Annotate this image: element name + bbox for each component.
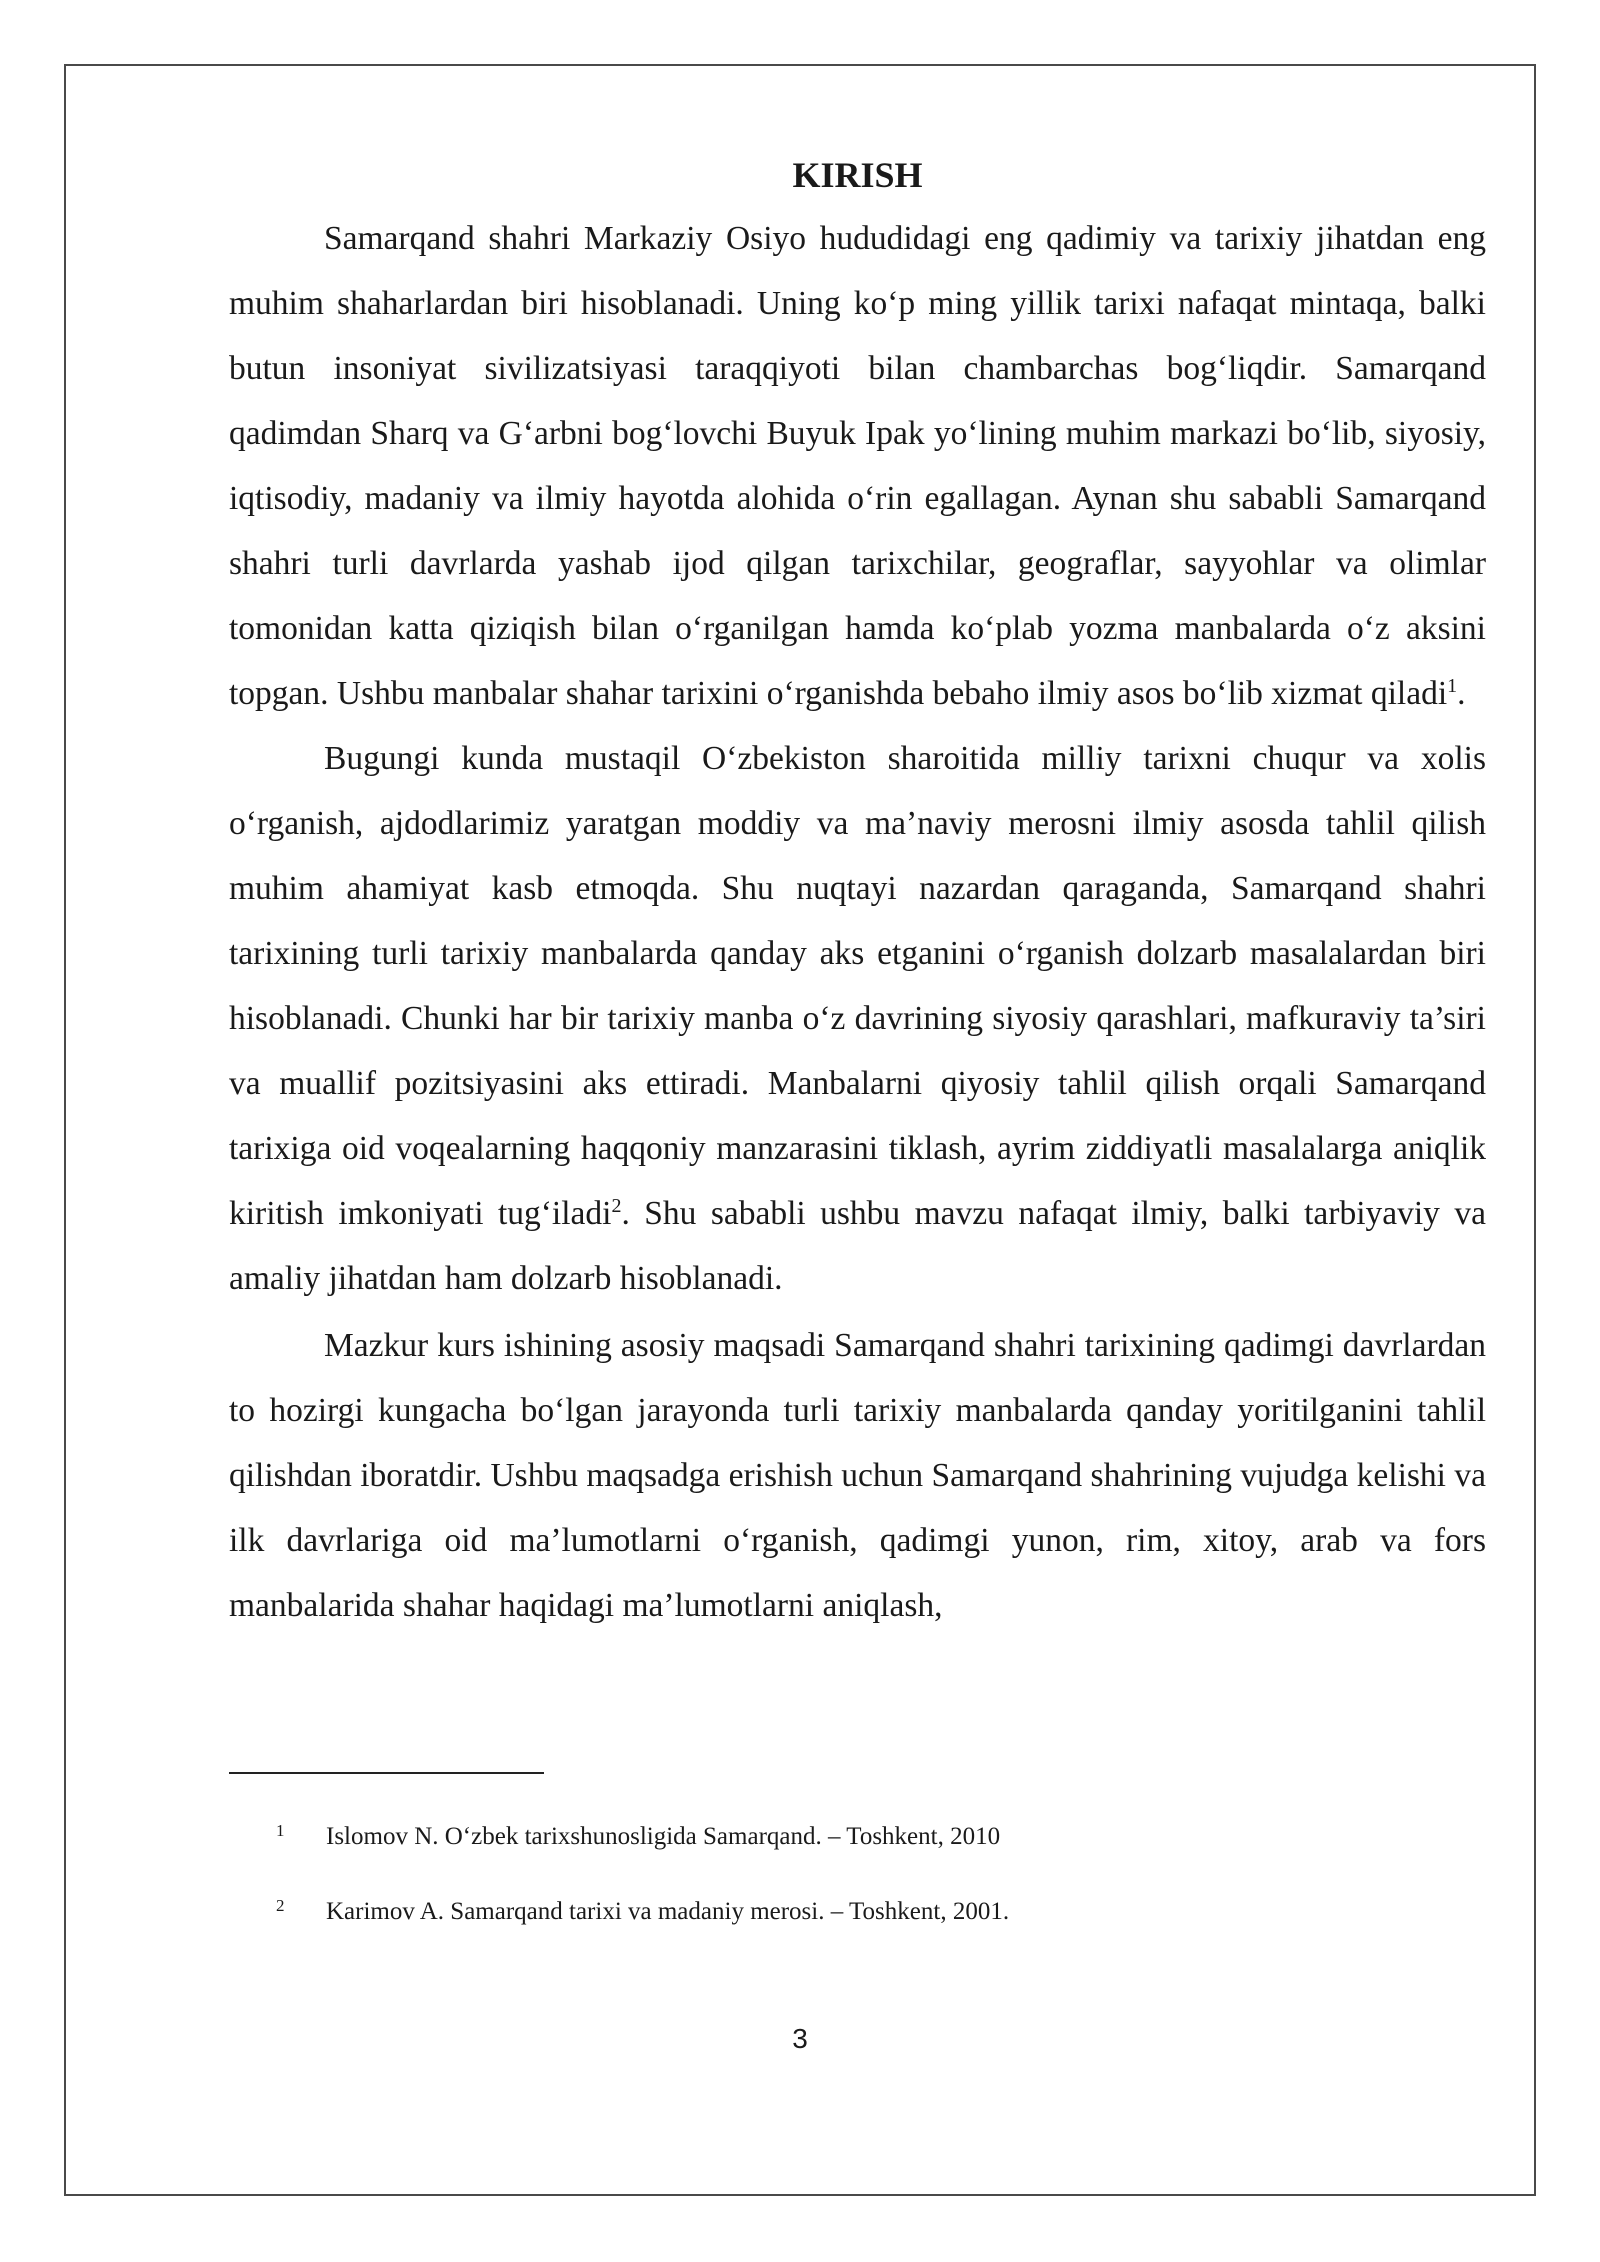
footnote-1-text: Islomov N. O‘zbek tarixshunosligida Samarqand. – Toshkent, 2010 bbox=[326, 1823, 1001, 1850]
footnote-1-number: 1 bbox=[276, 1821, 285, 1840]
paragraph-1 bbox=[229, 206, 1486, 726]
footnote-2-text: Karimov A. Samarqand tarixi va madaniy merosi. – Toshkent, 2001. bbox=[326, 1898, 1010, 1925]
paragraph-2 bbox=[229, 726, 1486, 1311]
paragraph-2-tail: . Shu sababli ushbu mavzu nafaqat ilmiy, balki tarbiyaviy va amaliy jihatdan ham dolzarb hisoblanadi. bbox=[229, 1195, 1486, 1297]
paragraph-1-text: Samarqand shahri Markaziy Osiyo hududidagi eng qadimiy va tarixiy jihatdan eng muhim shaharlardan biri hisoblanadi. Uning ko‘p ming yillik tarixi nafaqat mintaqa, balki butun insoniyat sivilizatsiyasi taraqqiyoti bilan chambarchas bog‘liqdir. Samarqand qadimdan Sharq va G‘arbni bog‘lovchi Buyuk Ipak yo‘lining muhim markazi bo‘lib, siyosiy, iqtisodiy, madaniy va ilmiy hayotda alohida o‘rin egallagan. Aynan shu sababli Samarqand shahri turli davrlarda yashab ijod qilgan tarixchilar, geograflar, sayyohlar va olimlar tomonidan katta qiziqish bilan o‘rganilgan hamda ko‘plab yozma manbalarda o‘z aksini topgan. Ushbu manbalar shahar tarixini o‘rganishda bebaho ilmiy asos bo‘lib xizmat qiladi bbox=[229, 220, 1486, 712]
paragraph-3-text: Mazkur kurs ishining asosiy maqsadi Samarqand shahri tarixining qadimgi davrlardan to hozirgi kungacha bo‘lgan jarayonda turli tarixiy manbalarda qanday yoritilganini tahlil qilishdan iboratdir. Ushbu maqsadga erishish uchun Samarqand shahrining vujudga kelishi va ilk davrlariga oid ma’lumotlarni o‘rganish, qadimgi yunon, rim, xitoy, arab va fors manbalarida shahar haqidagi ma’lumotlarni aniqlash, bbox=[229, 1327, 1486, 1624]
document-body bbox=[229, 148, 1486, 1638]
paragraph-2-text: Bugungi kunda mustaqil O‘zbekiston sharoitida milliy tarixni chuqur va xolis o‘rganish, ajdodlarimiz yaratgan moddiy va ma’naviy merosni ilmiy asosda tahlil qilish muhim ahamiyat kasb etmoqda. Shu nuqtayi nazardan qaraganda, Samarqand shahri tarixining turli tarixiy manbalarda qanday aks etganini o‘rganish dolzarb masalalardan biri hisoblanadi. Chunki har bir tarixiy manba o‘z davrining siyosiy qarashlari, mafkuraviy ta’siri va muallif pozitsiyasini aks ettiradi. Manbalarni qiyosiy tahlil qilish orqali Samarqand tarixiga oid voqealarning haqqoniy manzarasini tiklash, ayrim ziddiyatli masalalarga aniqlik kiritish imkoniyati tug‘iladi bbox=[229, 740, 1486, 1232]
footnote-2-number: 2 bbox=[276, 1896, 285, 1915]
footnote-separator bbox=[229, 1772, 544, 1774]
paragraph-1-tail: . bbox=[1457, 675, 1466, 712]
paragraph-3 bbox=[229, 1313, 1486, 1638]
page-number: 3 bbox=[792, 2023, 808, 2054]
footnote-ref-2[interactable]: 2 bbox=[611, 1194, 622, 1217]
footnote-ref-1[interactable]: 1 bbox=[1447, 674, 1458, 697]
page-title: KIRISH bbox=[792, 155, 923, 195]
